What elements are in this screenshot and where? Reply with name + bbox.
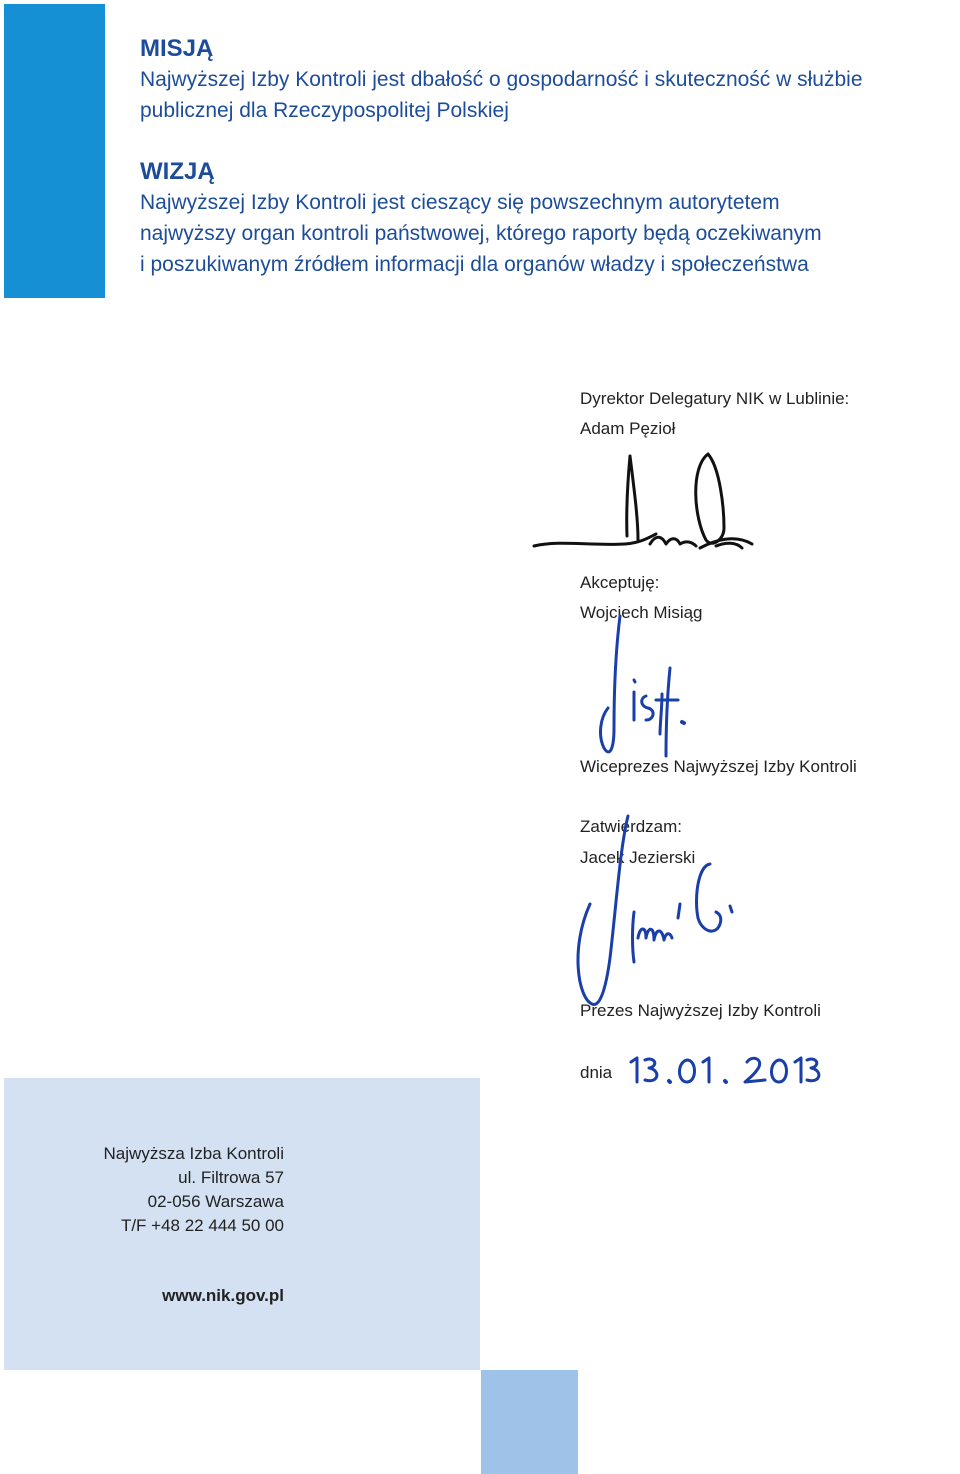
mission-line: Najwyższej Izby Kontroli jest dbałość o gospodarność i skuteczność w służbie: [140, 68, 863, 91]
vision-section: [140, 157, 822, 280]
accept-label: Akceptuję:: [580, 573, 660, 592]
handwritten-date: [625, 1052, 825, 1086]
mission-line: publicznej dla Rzeczypospolitej Polskiej: [140, 99, 509, 122]
director-signature: [530, 448, 760, 564]
address-line: ul. Filtrowa 57: [178, 1168, 284, 1187]
vision-line: i poszukiwanym źródłem informacji dla organów władzy i społeczeństwa: [140, 253, 809, 276]
vision-line: Najwyższej Izby Kontroli jest cieszący się powszechnym autorytetem: [140, 191, 780, 214]
website-link[interactable]: www.nik.gov.pl: [162, 1286, 284, 1305]
mission-heading: MISJĄ: [140, 35, 214, 62]
address-line: Najwyższa Izba Kontroli: [103, 1144, 284, 1163]
director-name: Adam Pęzioł: [580, 419, 676, 438]
date-label: dnia: [580, 1063, 613, 1082]
footer-tab: [481, 1370, 578, 1474]
vision-heading: WIZJĄ: [140, 158, 215, 185]
address-block: [104, 1142, 284, 1238]
accept-title: Wiceprezes Najwyższej Izby Kontroli: [580, 757, 857, 776]
approve-name: Jacek Jezierski: [580, 848, 696, 867]
accept-name: Wojciech Misiąg: [580, 603, 703, 622]
address-line: T/F +48 22 444 50 00: [120, 1216, 284, 1235]
approve-signature: [560, 808, 750, 1028]
mission-section: [140, 34, 863, 126]
vision-line: najwyższy organ kontroli państwowej, którego raporty będą oczekiwanym: [140, 222, 822, 245]
accent-bar: [4, 4, 105, 298]
accept-signature: [590, 608, 700, 764]
approve-label: Zatwierdzam:: [580, 817, 683, 836]
address-line: 02-056 Warszawa: [147, 1192, 284, 1211]
approve-title: Prezes Najwyższej Izby Kontroli: [580, 1001, 821, 1020]
director-role: Dyrektor Delegatury NIK w Lublinie:: [580, 389, 850, 408]
